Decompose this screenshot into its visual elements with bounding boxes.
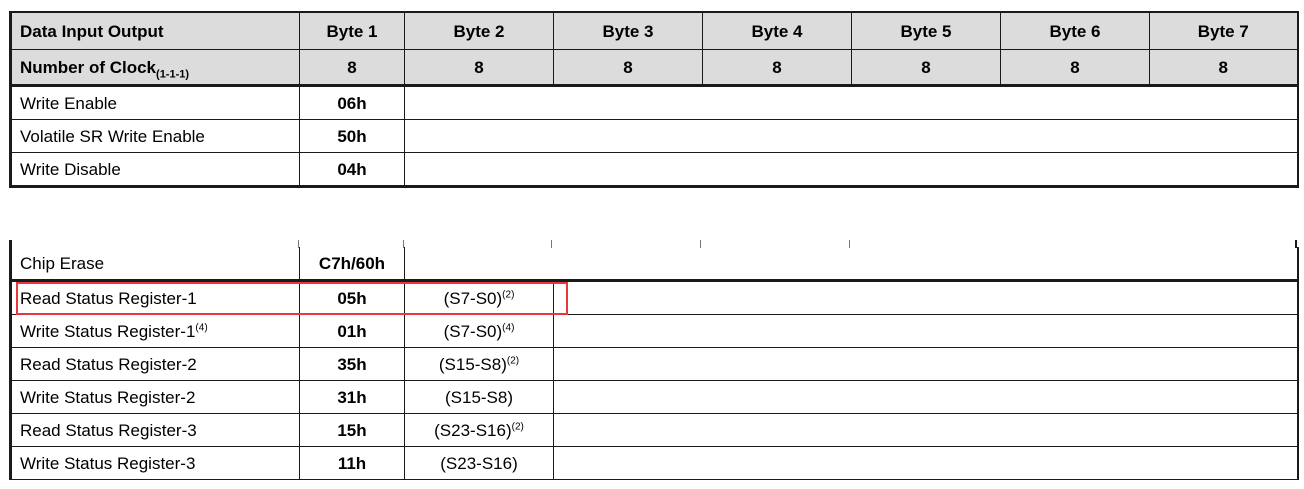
instruction-name: Read Status Register-1 [20,288,197,308]
header-data-input-output: Data Input Output [11,12,300,50]
instruction-arg-cell [405,281,554,315]
clock-byte-4: 8 [703,50,852,86]
instruction-arg: (S7-S0) [443,288,503,308]
instruction-arg-cell [405,348,554,381]
clock-byte-2: 8 [405,50,554,86]
empty-cell [554,414,1298,447]
instruction-arg: (S15-S8) [405,381,554,414]
instruction-name-cell [11,315,300,348]
header-byte-6: Byte 6 [1001,12,1150,50]
arg-footnote: (2) [511,420,524,432]
instruction-name: Read Status Register-3 [11,414,300,447]
instruction-name: Write Disable [11,153,300,187]
empty-cell [405,86,1298,120]
instruction-name: Write Enable [11,86,300,120]
empty-cell [554,447,1298,480]
instruction-name: Volatile SR Write Enable [11,120,300,153]
clock-label-sub: (1-1-1) [156,67,190,80]
table-row [11,86,1298,120]
instruction-name-cell [11,281,300,315]
clock-row [11,50,1298,86]
clock-byte-5: 8 [852,50,1001,86]
empty-cell [554,381,1298,414]
header-byte-3: Byte 3 [554,12,703,50]
arg-footnote: (4) [502,321,515,333]
instruction-name: Write Status Register-1 [20,321,196,341]
instruction-table-top [9,11,1299,188]
arg-footnote: (2) [502,288,515,300]
instruction-name: Read Status Register-2 [11,348,300,381]
empty-cell [554,315,1298,348]
header-byte-2: Byte 2 [405,12,554,50]
clock-label: Number of Clock [20,57,157,77]
arg-footnote: (2) [506,354,520,366]
header-byte-1: Byte 1 [300,12,405,50]
instruction-code: 35h [300,348,405,381]
instruction-code: 31h [300,381,405,414]
clock-byte-6: 8 [1001,50,1150,86]
instruction-code: 06h [300,86,405,120]
empty-cell [554,348,1298,381]
table-row [11,447,1298,480]
header-byte-4: Byte 4 [703,12,852,50]
instruction-name: Chip Erase [11,247,300,281]
instruction-code: C7h/60h [300,247,405,281]
instruction-arg: (S23-S16) [405,447,554,480]
empty-cell [405,153,1298,187]
instruction-code: 15h [300,414,405,447]
table-row [11,381,1298,414]
instruction-code: 11h [300,447,405,480]
header-row [11,12,1298,50]
clock-header-cell [11,50,300,86]
table-row [11,348,1298,381]
instruction-code: 05h [300,281,405,315]
instruction-code: 04h [300,153,405,187]
table-row [11,281,1298,315]
instruction-table-bottom [9,247,1299,480]
empty-cell [554,281,1298,315]
instruction-code: 50h [300,120,405,153]
clock-byte-1: 8 [300,50,405,86]
table-row [11,315,1298,348]
table-row [11,414,1298,447]
empty-cell [405,247,1298,281]
header-byte-5: Byte 5 [852,12,1001,50]
clock-byte-7: 8 [1150,50,1298,86]
instruction-arg-cell [405,315,554,348]
name-footnote: (4) [195,321,208,333]
table-row [11,153,1298,187]
header-byte-7: Byte 7 [1150,12,1298,50]
instruction-arg: (S23-S16) [434,420,512,440]
table-row [11,247,1298,281]
instruction-name: Write Status Register-3 [11,447,300,480]
instruction-code: 01h [300,315,405,348]
instruction-arg-cell [405,414,554,447]
instruction-name: Write Status Register-2 [11,381,300,414]
instruction-arg: (S15-S8) [438,354,507,374]
table-row [11,120,1298,153]
clock-byte-3: 8 [554,50,703,86]
empty-cell [405,120,1298,153]
instruction-arg: (S7-S0) [443,321,503,341]
